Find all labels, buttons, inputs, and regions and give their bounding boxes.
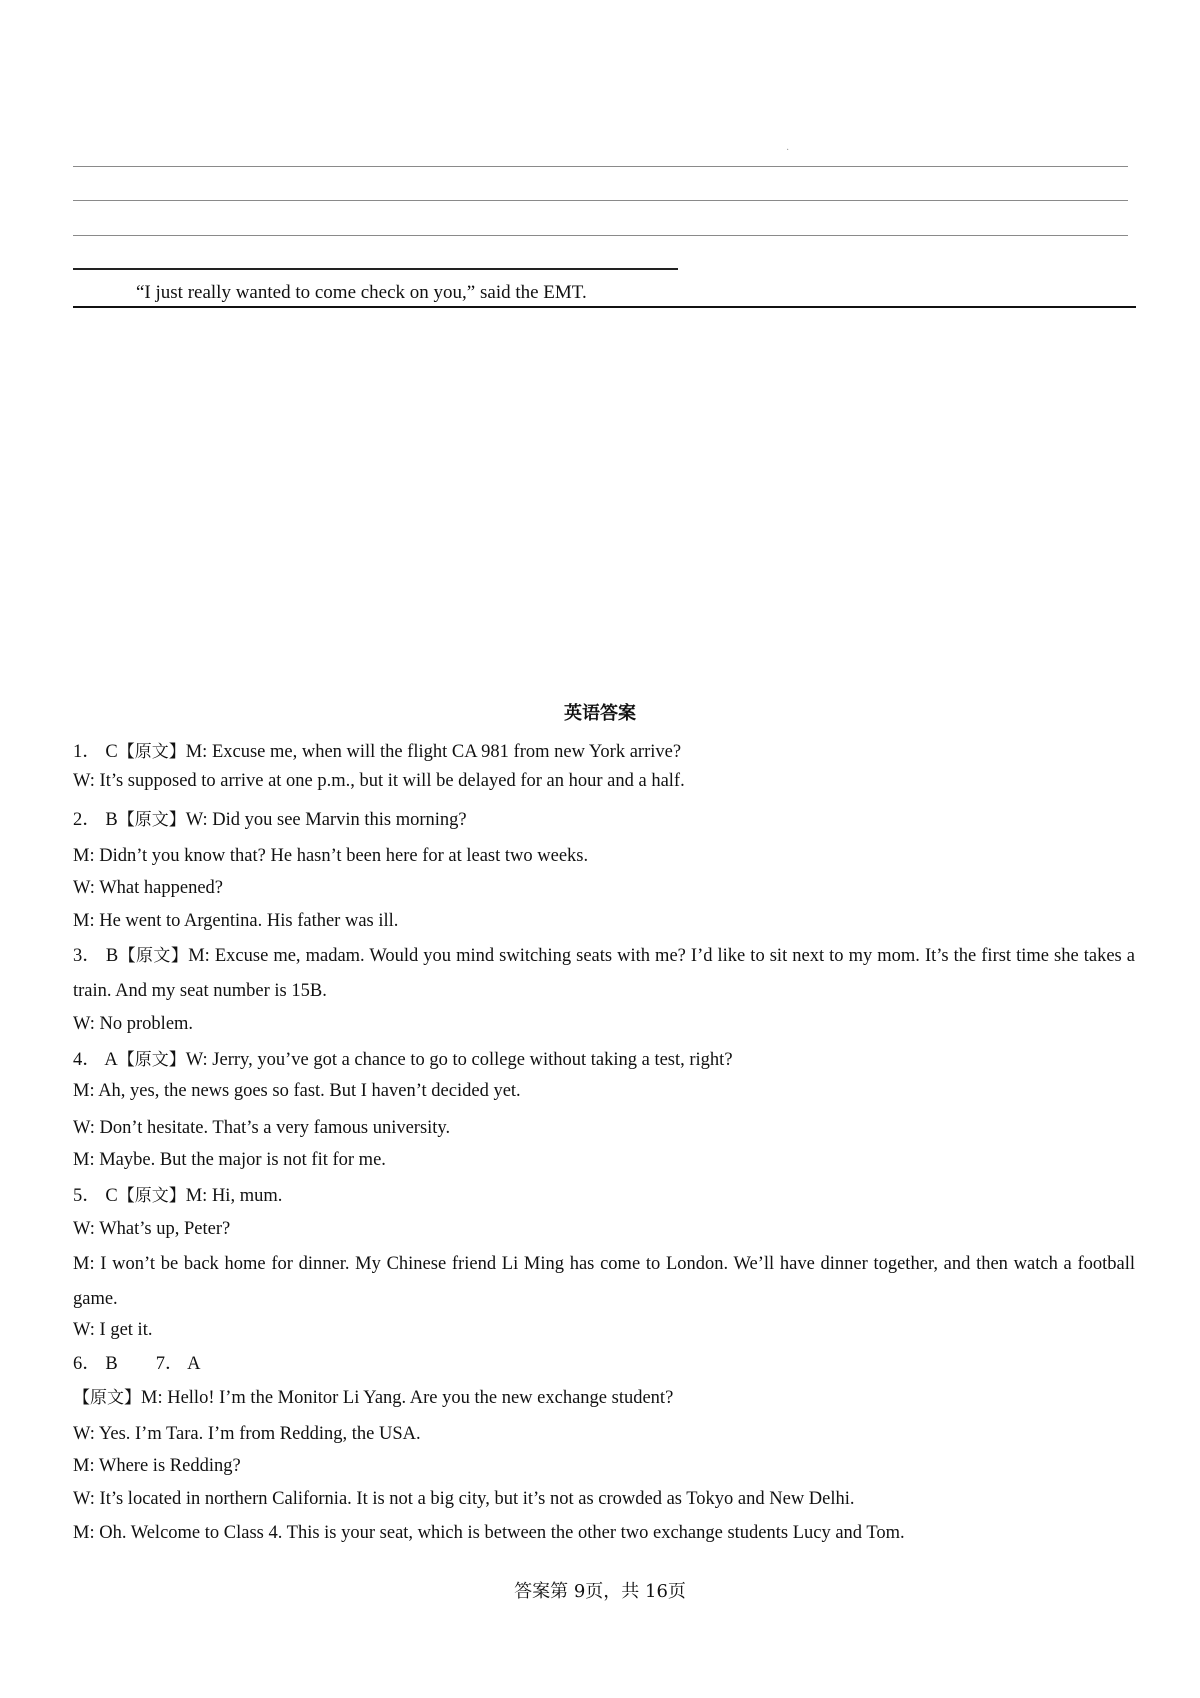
item-tag: 【原文】	[117, 1186, 186, 1206]
answer-item-3	[73, 939, 1135, 1009]
writing-line	[73, 166, 1128, 167]
speck: ·	[786, 145, 790, 156]
answer-item-2	[73, 807, 1135, 833]
dialogue-line: W: It’s supposed to arrive at one p.m., but it will be delayed for an hour and a half.	[73, 771, 685, 791]
dialogue-line: M: He went to Argentina. His father was ill.	[73, 911, 399, 931]
writing-line	[73, 235, 1128, 236]
dialogue-line: W: What’s up, Peter?	[73, 1219, 231, 1239]
dialogue-line: W: No problem.	[73, 1014, 194, 1034]
answer-item-4	[73, 1047, 1135, 1073]
item-tag: 【原文】	[73, 1388, 141, 1408]
dialogue-line: M: Didn’t you know that? He hasn’t been here for at least two weeks.	[73, 846, 589, 866]
item-tag: 【原文】	[117, 742, 186, 762]
item-number: 2．	[73, 810, 101, 830]
answer-title: 英语答案	[564, 703, 636, 724]
item-number: 6．	[73, 1354, 101, 1374]
item-text: W: Did you see Marvin this morning?	[185, 810, 467, 830]
dialogue-line	[73, 1385, 1135, 1411]
item-number: 7．	[155, 1354, 184, 1374]
dialogue-line: W: I get it.	[73, 1320, 153, 1340]
dialogue-line: W: Yes. I’m Tara. I’m from Redding, the USA.	[73, 1424, 421, 1444]
item-text: W: Jerry, you’ve got a chance to go to college without taking a test, right?	[185, 1050, 733, 1070]
dialogue-line: M: Oh. Welcome to Class 4. This is your seat, which is between the other two exchange students Lucy and Tom.	[73, 1523, 905, 1543]
item-answer: C	[105, 742, 118, 762]
item-tag: 【原文】	[117, 810, 186, 830]
item-answer: A	[187, 1354, 201, 1374]
item-answer: C	[105, 1186, 118, 1206]
item-text: M: Hello! I’m the Monitor Li Yang. Are you the new exchange student?	[141, 1388, 674, 1408]
item-number: 1．	[73, 742, 101, 762]
dialogue-line: M: Ah, yes, the news goes so fast. But I haven’t decided yet.	[73, 1081, 521, 1101]
dialogue-line: M: Maybe. But the major is not fit for me.	[73, 1150, 386, 1170]
answer-item-5	[73, 1183, 1135, 1209]
item-number: 4．	[73, 1050, 101, 1070]
item-text: M: Excuse me, madam. Would you mind switching seats with me? I’d like to sit next to my mom. It’s the first time she takes a train. And my seat number is 15B.	[73, 946, 1135, 1001]
dialogue-line: W: It’s located in northern California. It is not a big city, but it’s not as crowded as Tokyo and New Delhi.	[73, 1489, 855, 1509]
dialogue-line: M: I won’t be back home for dinner. My Chinese friend Li Ming has come to London. We’ll have dinner together, and then watch a football game.	[73, 1254, 1135, 1309]
item-answer: B	[105, 1354, 118, 1374]
dialogue-line: M: Where is Redding?	[73, 1456, 241, 1476]
answer-item-1	[73, 739, 1135, 765]
item-text: M: Hi, mum.	[185, 1186, 283, 1206]
item-number: 3．	[73, 946, 101, 966]
writing-line-underline	[73, 306, 1136, 308]
item-answer: B	[105, 946, 119, 966]
item-tag: 【原文】	[117, 1050, 186, 1070]
page-footer: 答案第 9页，共 16页	[514, 1581, 686, 1602]
writing-line-short	[73, 268, 678, 270]
writing-line	[73, 200, 1128, 201]
answer-item-6-7	[73, 1351, 1135, 1377]
item-answer: A	[104, 1050, 118, 1070]
dialogue-line: W: What happened?	[73, 878, 223, 898]
item-tag: 【原文】	[118, 946, 189, 966]
dialogue-line: W: Don’t hesitate. That’s a very famous university.	[73, 1118, 451, 1138]
closing-sentence: “I just really wanted to come check on you,” said the EMT.	[136, 282, 587, 303]
item-number: 5．	[73, 1186, 101, 1206]
item-answer: B	[105, 810, 118, 830]
item-text: M: Excuse me, when will the flight CA 981 from new York arrive?	[185, 742, 682, 762]
